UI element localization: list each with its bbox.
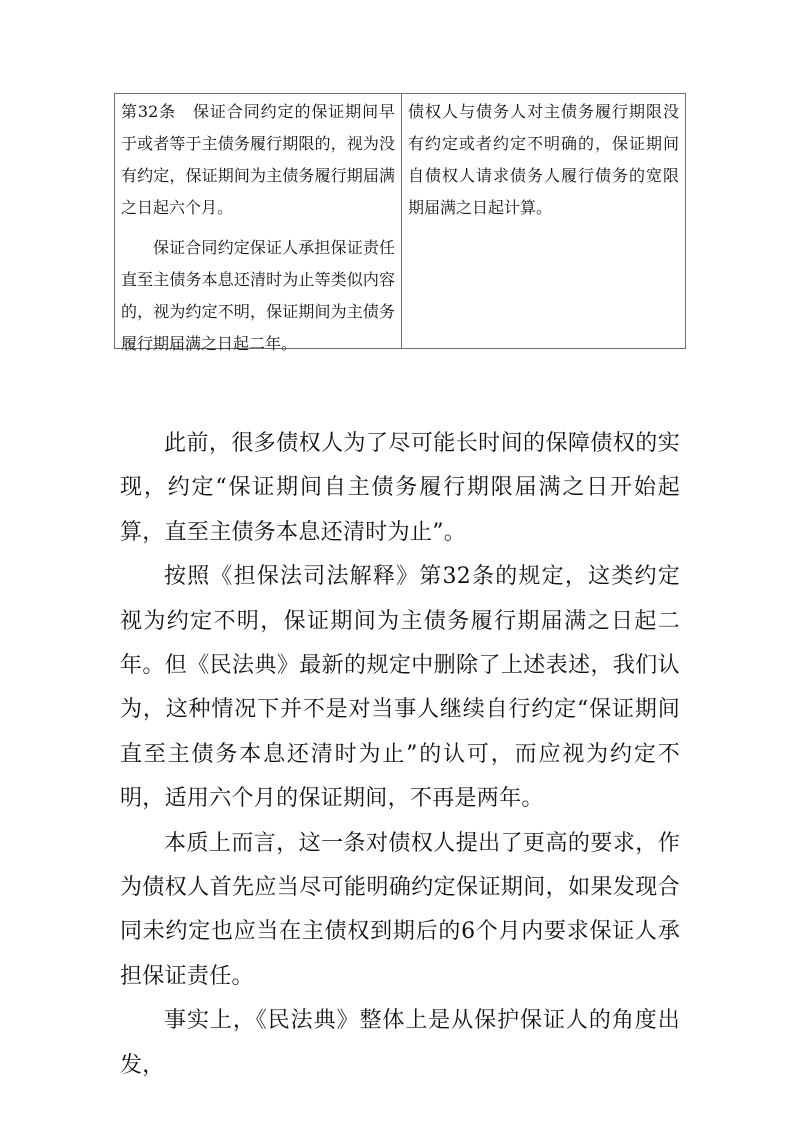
table-cell-left xyxy=(115,94,402,353)
body-paragraph-2: 按照《担保法司法解释》第32条的规定，这类约定视为约定不明，保证期间为主债务履行期届满之日起二年。但《民法典》最新的规定中删除了上述表述，我们认为，这种情况下并不是对当事人继续自行约定“保证期间直至主债务本息还清时为止”的认可，而应视为约定不明，适用六个月的保证期间，不再是两年。 xyxy=(120,564,680,812)
body-paragraph-3: 本质上而言，这一条对债权人提出了更高的要求，作为债权人首先应当尽可能明确约定保证期间，如果发现合同未约定也应当在主债权到期后的6个月内要求保证人承担保证责任。 xyxy=(120,830,680,989)
table-right-paragraph-1: 债权人与债务人对主债务履行期限没有约定或者约定不明确的，保证期间自债权人请求债务人履行债务的宽限期届满之日起计算。 xyxy=(408,102,679,217)
comparison-table xyxy=(114,93,686,353)
body-paragraph-1: 此前，很多债权人为了尽可能长时间的保障债权的实现，约定“保证期间自主债务履行期限届满之日开始起算，直至主债务本息还清时为止”。 xyxy=(120,431,680,545)
table-cell-right xyxy=(402,94,685,348)
body-paragraph-4: 事实上，《民法典》整体上是从保护保证人的角度出发， xyxy=(120,1008,680,1078)
table-left-paragraph-1: 第32条 保证合同约定的保证期间早于或者等于主债务履行期限的，视为没有约定，保证期间为主债务履行期届满之日起六个月。 xyxy=(121,102,395,217)
body-text xyxy=(120,422,680,1088)
table-left-paragraph-2: 保证合同约定保证人承担保证责任直至主债务本息还清时为止等类似内容的，视为约定不明，保证期间为主债务履行期届满之日起二年。 xyxy=(121,238,395,353)
